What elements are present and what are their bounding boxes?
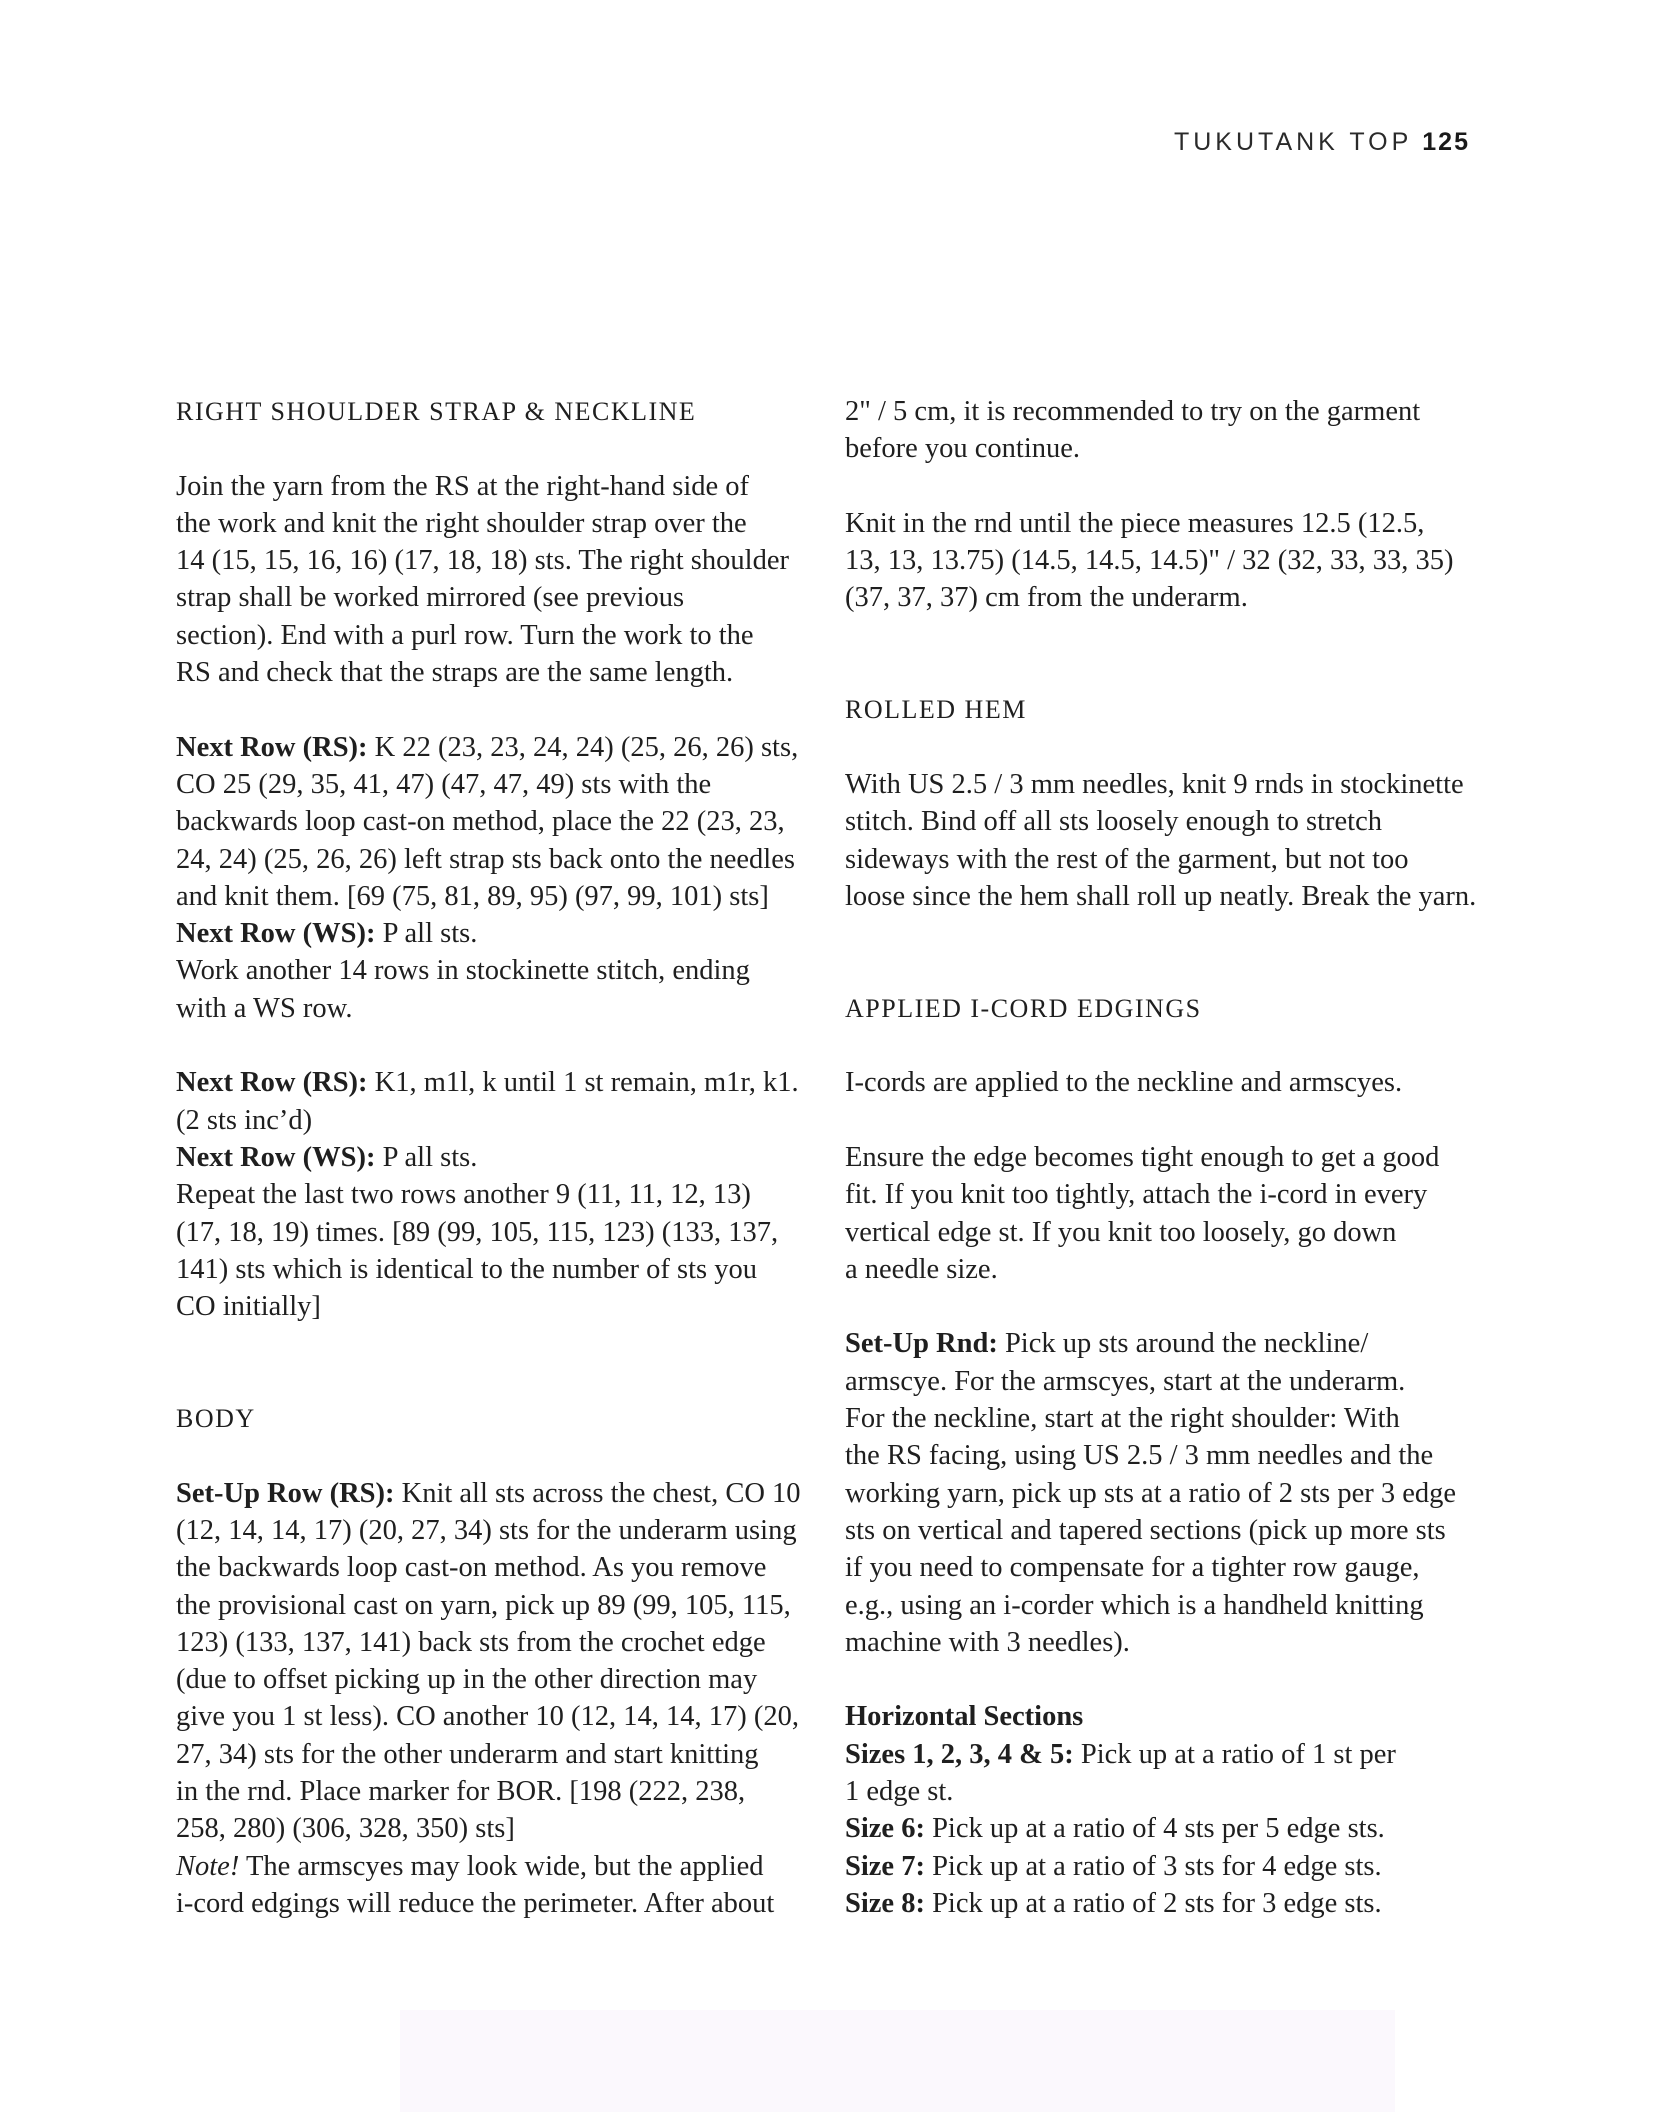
instruction-line: Next Row (RS): K 22 (23, 23, 24, 24) (25, 26, 26) sts, xyxy=(176,731,799,763)
text-line: the backwards loop cast-on method. As you remove xyxy=(176,1552,767,1584)
text-line: before you continue. xyxy=(845,433,1081,465)
text-line: 1 edge st. xyxy=(845,1775,954,1807)
running-head-title: TUKUTANK TOP xyxy=(1173,128,1413,156)
text-line: (12, 14, 14, 17) (20, 27, 34) sts for the underarm using xyxy=(176,1514,797,1546)
right-shoulder-strap-heading: RIGHT SHOULDER STRAP & NECKLINE xyxy=(176,397,697,426)
text-line: For the neckline, start at the right shoulder: With xyxy=(845,1403,1400,1435)
instruction-line: Next Row (WS): P all sts. xyxy=(176,1141,478,1173)
text-line: 2" / 5 cm, it is recommended to try on the garment xyxy=(845,396,1421,427)
text-line: in the rnd. Place marker for BOR. [198 (222, 238, xyxy=(176,1775,746,1807)
instruction-label: Next Row (RS): xyxy=(176,1067,368,1099)
text-line: Knit in the rnd until the piece measures 12.5 (12.5, xyxy=(845,507,1425,539)
instruction-label: Next Row (WS): xyxy=(176,918,376,950)
text-line: (37, 37, 37) cm from the underarm. xyxy=(845,582,1248,614)
text-line: the provisional cast on yarn, pick up 89 (99, 105, 115, xyxy=(176,1589,791,1621)
text-line: working yarn, pick up sts at a ratio of 2 sts per 3 edge xyxy=(845,1477,1457,1509)
rolled-hem-heading: ROLLED HEM xyxy=(845,695,1027,725)
text-line: 258, 280) (306, 328, 350) sts] xyxy=(176,1813,515,1845)
text-line: Repeat the last two rows another 9 (11, 11, 12, 13) xyxy=(176,1179,751,1211)
instruction-line: Sizes 1, 2, 3, 4 & 5: Pick up at a ratio of 1 st per xyxy=(845,1738,1396,1770)
text-line: Join the yarn from the RS at the right-hand side of xyxy=(176,470,750,502)
instruction-line: Size 6: Pick up at a ratio of 4 sts per 5 edge sts. xyxy=(845,1813,1385,1845)
text-line: with a WS row. xyxy=(176,992,353,1024)
text-line: sts on vertical and tapered sections (pick up more sts xyxy=(845,1514,1446,1546)
instruction-label: Size 6: xyxy=(845,1813,925,1845)
text-line: RS and check that the straps are the same length. xyxy=(176,657,734,689)
instruction-label: Sizes 1, 2, 3, 4 & 5: xyxy=(845,1738,1074,1770)
applied-icord-heading: APPLIED I-CORD EDGINGS xyxy=(845,993,1202,1023)
body-heading: BODY xyxy=(176,1404,256,1434)
running-head xyxy=(1174,128,1470,157)
text-line: (2 sts inc’d) xyxy=(176,1104,313,1136)
text-line: strap shall be worked mirrored (see previous xyxy=(176,582,685,614)
text-line: 24, 24) (25, 26, 26) left strap sts back onto the needles xyxy=(176,843,795,875)
text-line: 123) (133, 137, 141) back sts from the crochet edge xyxy=(176,1626,766,1658)
text-line: e.g., using an i-corder which is a handheld knitting xyxy=(845,1589,1424,1621)
instruction-label: Size 8: xyxy=(845,1887,925,1919)
text-line: sideways with the rest of the garment, but not too xyxy=(845,843,1409,875)
text-line: machine with 3 needles). xyxy=(845,1626,1130,1658)
text-line: CO 25 (29, 35, 41, 47) (47, 47, 49) sts with the xyxy=(176,768,712,800)
instruction-label: Size 7: xyxy=(845,1850,925,1882)
instruction-line: Set-Up Row (RS): Knit all sts across the chest, CO 10 xyxy=(176,1477,801,1509)
instruction-line: Size 7: Pick up at a ratio of 3 sts for 4 edge sts. xyxy=(845,1850,1382,1882)
instruction-label: Set-Up Rnd: xyxy=(845,1328,998,1360)
strap-paragraph xyxy=(176,468,816,692)
text-line: backwards loop cast-on method, place the 22 (23, 23, xyxy=(176,806,785,838)
text-line: a needle size. xyxy=(845,1253,998,1285)
text-line: if you need to compensate for a tighter row gauge, xyxy=(845,1552,1420,1584)
page-number: 125 xyxy=(1422,128,1470,156)
increase-instructions xyxy=(176,1064,816,1325)
next-row-instructions xyxy=(176,729,816,1027)
body-instructions xyxy=(176,1475,816,1923)
instruction-line: Next Row (WS): P all sts. xyxy=(176,918,478,950)
left-column xyxy=(176,393,816,1922)
text-line: 13, 13, 13.75) (14.5, 14.5, 14.5)" / 32 (32, 33, 33, 35) xyxy=(845,545,1454,577)
text-line: (due to offset picking up in the other direction may xyxy=(176,1664,758,1696)
instruction-label: Set-Up Row (RS): xyxy=(176,1477,395,1509)
note-label: Note! xyxy=(176,1850,240,1882)
instruction-line: Size 8: Pick up at a ratio of 2 sts for 3 edge sts. xyxy=(845,1887,1382,1919)
instruction-label: Next Row (RS): xyxy=(176,731,368,763)
text-line: stitch. Bind off all sts loosely enough to stretch xyxy=(845,806,1382,838)
text-line: 14 (15, 15, 16, 16) (17, 18, 18) sts. The right shoulder xyxy=(176,545,789,577)
instruction-line: Next Row (RS): K1, m1l, k until 1 st remain, m1r, k1. xyxy=(176,1067,799,1099)
text-line: 27, 34) sts for the other underarm and start knitting xyxy=(176,1738,759,1770)
right-column xyxy=(845,393,1485,1922)
text-line: the work and knit the right shoulder strap over the xyxy=(176,507,747,539)
text-line: section). End with a purl row. Turn the work to the xyxy=(176,619,754,651)
text-line: vertical edge st. If you knit too loosely, go down xyxy=(845,1216,1397,1248)
text-line: (17, 18, 19) times. [89 (99, 105, 115, 123) (133, 137, xyxy=(176,1216,779,1248)
text-line: 141) sts which is identical to the number of sts you xyxy=(176,1253,758,1285)
note-line: Note! The armscyes may look wide, but the applied xyxy=(176,1850,764,1882)
text-line: CO initially] xyxy=(176,1291,321,1323)
instruction-label: Next Row (WS): xyxy=(176,1141,376,1173)
text-line: Ensure the edge becomes tight enough to get a good xyxy=(845,1141,1440,1173)
text-line: loose since the hem shall roll up neatly. Break the yarn. xyxy=(845,880,1477,912)
text-line: I-cords are applied to the neckline and armscyes. xyxy=(845,1067,1403,1099)
text-line: armscye. For the armscyes, start at the underarm. xyxy=(845,1365,1406,1397)
text-line: fit. If you knit too tightly, attach the i-cord in every xyxy=(845,1179,1428,1211)
text-line: and knit them. [69 (75, 81, 89, 95) (97, 99, 101) sts] xyxy=(176,880,769,912)
text-line: With US 2.5 / 3 mm needles, knit 9 rnds in stockinette xyxy=(845,768,1464,800)
footer-shaded-panel xyxy=(400,2010,1395,2112)
horizontal-sections-subheading: Horizontal Sections xyxy=(845,1701,1084,1733)
text-line: the RS facing, using US 2.5 / 3 mm needles and the xyxy=(845,1440,1434,1472)
instruction-line: Set-Up Rnd: Pick up sts around the neckline/ xyxy=(845,1328,1369,1360)
text-line: give you 1 st less). CO another 10 (12, 14, 14, 17) (20, xyxy=(176,1701,799,1733)
text-line: i-cord edgings will reduce the perimeter. After about xyxy=(176,1887,775,1919)
text-line: Work another 14 rows in stockinette stitch, ending xyxy=(176,955,750,987)
